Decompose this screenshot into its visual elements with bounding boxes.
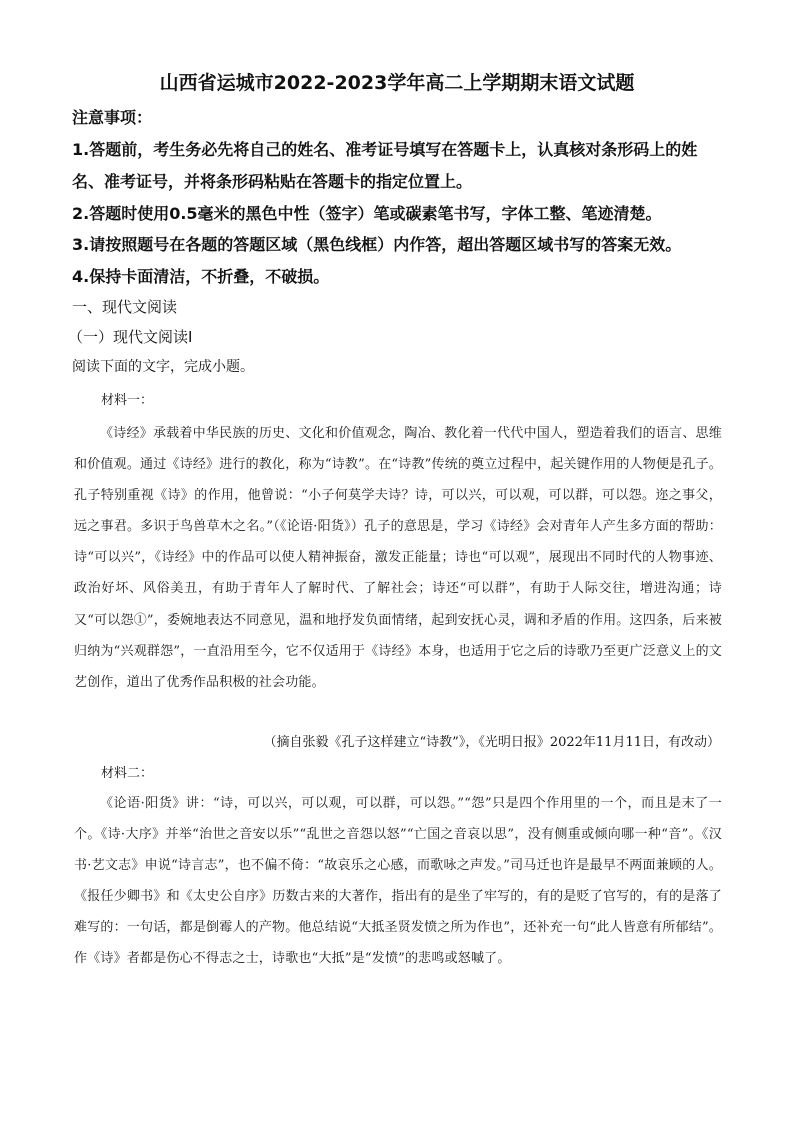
notice-rule-4: 4.保持卡面清洁，不折叠，不破损。 <box>72 267 330 286</box>
material-2-label: 材料二： <box>101 766 154 781</box>
material-1-label: 材料一： <box>101 393 154 408</box>
material-2-text: 《论语·阳货》讲：“诗，可以兴，可以观，可以群，可以怨。”“怨”只是四个作用里的一个，而且是末了一个。《诗·大序》并举“治世之音安以乐”“乱世之音怨以怒”“亡国之音哀以思”，没有侧重或倾向哪一种“音”。《汉书·艺文志》申说“诗言志”，也不偏不倚：“故哀乐之心感，而歌咏之声发。”司马迁也许是最早不两面兼顾的人。《报任少卿书》和《太史公自序》历数古来的大著作，指出有的是坐了牢写的，有的是贬了官写的，有的是落了难写的：一句话，都是倒霉人的产物。他总结说“大抵圣贤发愤之所为作也”，还补充一句“此人皆意有所郁结”。作《诗》者都是伤心不得志之士，诗歌也“大抵”是“发愤”的悲鸣或怒嘁了。 <box>74 796 722 967</box>
sub-section-heading: （一）现代文阅读Ⅰ <box>68 328 193 346</box>
section-heading: 一、现代文阅读 <box>72 298 178 316</box>
notice-heading: 注意事项： <box>72 108 153 127</box>
notice-rule-3: 3.请按照题号在各题的答题区域（黑色线框）内作答，超出答题区域书写的答案无效。 <box>72 235 682 254</box>
reading-instruction: 阅读下面的文字，完成小题。 <box>72 359 254 375</box>
notice-rule-1: 1.答题前，考生务必先将自己的姓名、准考证号填写在答题卡上，认真核对条形码上的姓名、准考证号，并将条形码粘贴在答题卡的指定位置上。 <box>72 140 698 191</box>
notice-rule-2: 2.答题时使用0.5毫米的黑色中性（签字）笔或碳素笔书写，字体工整、笔迹清楚。 <box>72 204 662 223</box>
page-title: 山西省运城市2022-2023学年高二上学期期末语文试题 <box>159 72 635 94</box>
material-1-text: 《诗经》承载着中华民族的历史、文化和价值观念，陶冶、教化着一代代中国人，塑造着我们的语言、思维和价值观。通过《诗经》进行的教化，称为“诗教”。在“诗教”传统的奠立过程中，起关键作用的人物便是孔子。孔子特别重视《诗》的作用，他曾说：“小子何莫学夫诗？诗，可以兴，可以观，可以群，可以怨。迩之事父，远之事君。多识于鸟兽草木之名。”（《论语·阳货》）孔子的意思是，学习《诗经》会对青年人产生多方面的帮助：诗“可以兴”，《诗经》中的作品可以使人精神振奋，激发正能量；诗也“可以观”，展现出不同时代的人物事迹、政治好坏、风俗美丑，有助于青年人了解时代、了解社会；诗还“可以群”，有助于人际交往，增进沟通；诗又“可以怨①”，委婉地表达不同意见，温和地抒发负面情绪，起到安抚心灵，调和矛盾的作用。这四条，后来被归纳为“兴观群怨”，一直沿用至今，它不仅适用于《诗经》本身，也适用于它之后的诗歌乃至更广泛意义上的文艺创作，道出了优秀作品积极的社会功能。 <box>74 426 722 690</box>
material-1-source: （摘自张毅《孔子这样建立“诗教”》，《光明日报》2022年11月11日，有改动） <box>263 735 720 750</box>
